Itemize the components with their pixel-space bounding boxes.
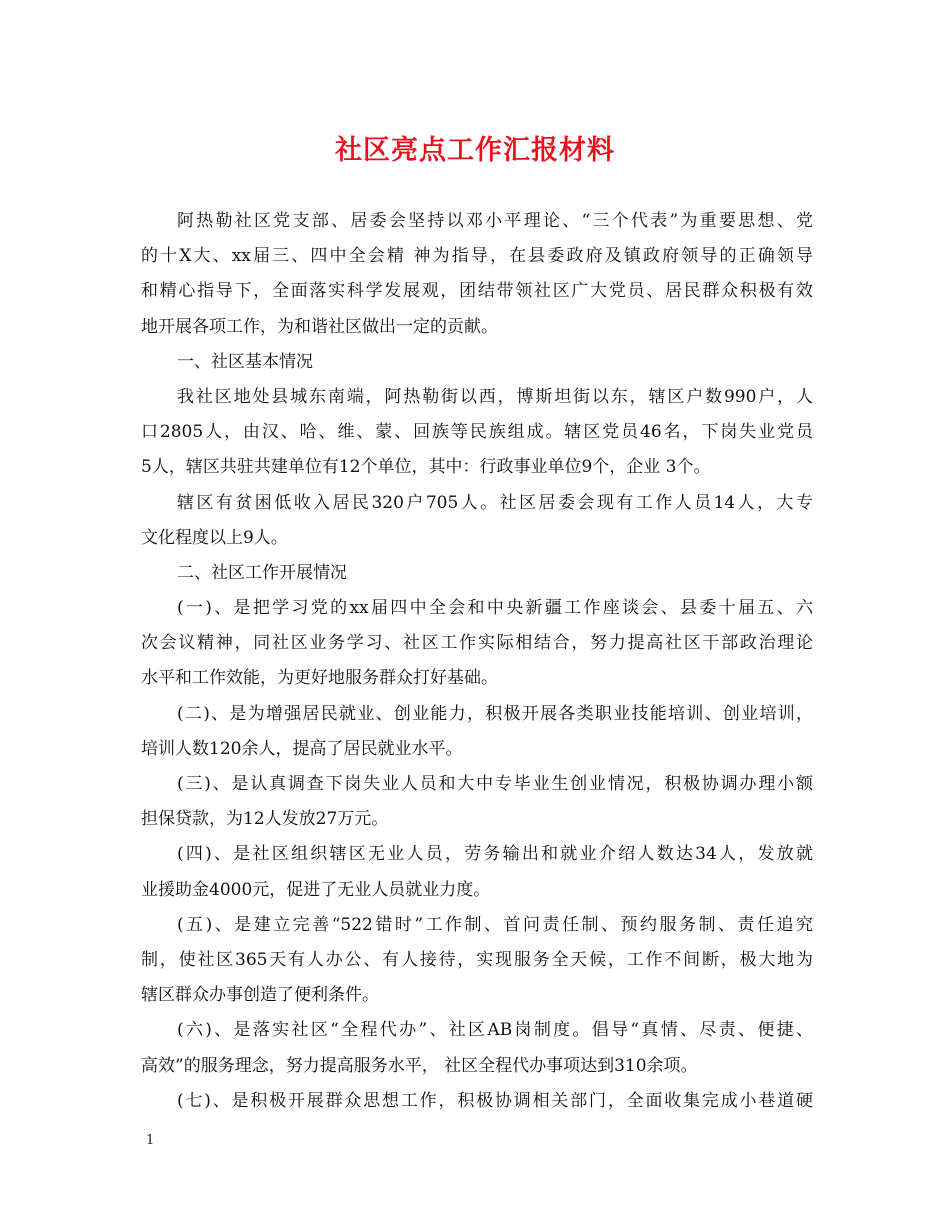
paragraph-line: 制，使社区365天有人办公、有人接待，实现服务全天候，工作不间断，极大地为 (141, 949, 813, 970)
paragraph-line: (三)、是认真调查下岗失业人员和大中专毕业生创业情况，积极协调办理小额 (177, 774, 813, 794)
paragraph-line: (七)、是积极开展群众思想工作，积极协调相关部门，全面收集完成小巷道硬 (177, 1090, 813, 1111)
section-heading: 一、社区基本情况 (177, 351, 313, 372)
paragraph-line: 的十X大、xx届三、四中全会精 神为指导，在县委政府及镇政府领导的正确领导 (141, 246, 813, 267)
paragraph-line: 培训人数120余人，提高了居民就业水平。 (141, 738, 463, 759)
paragraph-line: 水平和工作效能，为更好地服务群众打好基础。 (141, 668, 498, 689)
paragraph-line: 我社区地处县城东南端，阿热勒街以西，博斯坦街以东，辖区户数990户，人 (177, 386, 813, 407)
paragraph-line: (四)、是社区组织辖区无业人员，劳务输出和就业介绍人数达34人，发放就 (177, 844, 813, 865)
paragraph-line: 辖区有贫困低收入居民320户705人。社区居委会现有工作人员14人，大专 (177, 492, 813, 513)
paragraph-line: 口2805人，由汉、哈、维、蒙、回族等民族组成。辖区党员46名，下岗失业党员 (141, 422, 813, 443)
section-heading: 二、社区工作开展情况 (177, 562, 347, 583)
paragraph-line: (六)、是落实社区“全程代办”、社区AB岗制度。倡导“真情、尽责、便捷、 (177, 1020, 813, 1041)
paragraph-line: 5人，辖区共驻共建单位有12个单位，其中：行政事业单位9个，企业 3个。 (141, 457, 711, 478)
paragraph-line: (二)、是为增强居民就业、创业能力，积极开展各类职业技能培训、创业培训， (177, 703, 813, 724)
paragraph-line: 阿热勒社区党支部、居委会坚持以邓小平理论、“三个代表”为重要思想、党 (177, 211, 813, 231)
paragraph-line: 高效”的服务理念，努力提高服务水平， 社区全程代办事项达到310余项。 (141, 1055, 698, 1076)
page-number: 1 (146, 1133, 155, 1148)
paragraph-line: 和精心指导下，全面落实科学发展观，团结带领社区广大党员、居民群众积极有效 (141, 281, 813, 302)
paragraph-line: 业援助金4000元，促进了无业人员就业力度。 (141, 879, 491, 900)
paragraph-line: (一)、是把学习党的xx届四中全会和中央新疆工作座谈会、县委十届五、六 (177, 598, 813, 619)
paragraph-line: (五)、是建立完善“522错时”工作制、首问责任制、预约服务制、责任追究 (177, 914, 813, 935)
paragraph-line: 次会议精神，同社区业务学习、社区工作实际相结合，努力提高社区干部政治理论 (141, 633, 813, 654)
paragraph-line: 辖区群众办事创造了便利条件。 (141, 985, 379, 1006)
paragraph-line: 地开展各项工作，为和谐社区做出一定的贡献。 (141, 316, 498, 337)
document-body (141, 204, 813, 1119)
document-title: 社区亮点工作汇报材料 (335, 135, 615, 166)
paragraph-line: 文化程度以上9人。 (141, 527, 288, 548)
paragraph-line: 担保贷款，为12人发放27万元。 (141, 809, 389, 830)
